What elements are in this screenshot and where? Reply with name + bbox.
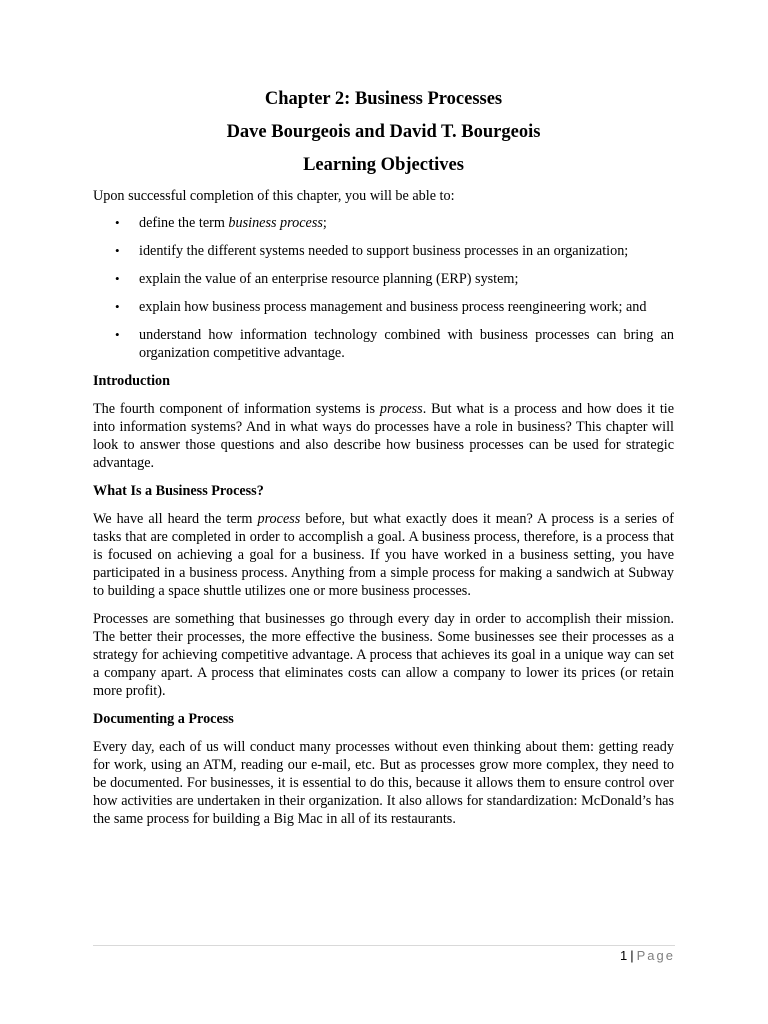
- objective-text-pre: define the term: [139, 215, 229, 231]
- objectives-intro: Upon successful completion of this chapter, you will be able to:: [93, 188, 455, 204]
- para-text-em: process: [379, 401, 423, 417]
- page-label: Page: [636, 948, 675, 963]
- bullet-icon: •: [115, 299, 120, 314]
- page-content: [93, 88, 674, 838]
- objective-text-post: ;: [322, 215, 327, 231]
- para-text-em: process: [257, 511, 301, 527]
- bullet-icon: •: [115, 215, 120, 230]
- what-is-heading: What Is a Business Process?: [93, 483, 264, 499]
- objective-text-em: business process: [228, 215, 323, 231]
- list-item: [93, 214, 674, 232]
- list-item: [93, 270, 674, 288]
- chapter-title: Chapter 2: Business Processes: [264, 89, 503, 109]
- objectives-list: [93, 214, 674, 362]
- introduction-paragraph: [93, 400, 674, 472]
- bullet-icon: •: [115, 327, 120, 342]
- page-footer: [620, 947, 675, 965]
- para-text-post: . But what is a process and how does it tie into information systems? And in what ways do processes have a role in business? This chapter will look to answer those questions and also describe how business processes can be used for strategic advantage.: [93, 401, 675, 471]
- documenting-heading: Documenting a Process: [93, 711, 234, 727]
- bullet-icon: •: [115, 243, 120, 258]
- para-text-post: before, but what exactly does it mean? A process is a series of tasks that are completed in order to accomplish a goal. A business process, therefore, is a process that is focused on achieving a goal for a business. If you have worked in a business setting, you have participated in a business process. Anything from a simple process for making a sandwich at Subway to building a space shuttle utilizes one or more business processes.: [93, 511, 674, 599]
- introduction-heading: Introduction: [93, 373, 170, 389]
- footer-divider: [93, 945, 675, 946]
- list-item: [93, 298, 674, 316]
- page-number: 1: [620, 948, 628, 963]
- footer-separator: |: [630, 948, 634, 963]
- para-text-pre: The fourth component of information systems is: [93, 401, 380, 417]
- objective-text: explain how business process management and business process reengineering work; and: [139, 299, 647, 315]
- objective-text: understand how information technology combined with business processes can bring an organization competitive advantage.: [139, 327, 674, 361]
- what-is-paragraph-2: Processes are something that businesses go through every day in order to accomplish their mission. The better their processes, the more effective the business. Some businesses see their processes as a strategy for achieving competitive advantage. A process that achieves its goal in a unique way can set a company apart. A process that eliminates costs can allow a company to lower its prices (or retain more profit).: [93, 611, 674, 699]
- what-is-paragraph-1: [93, 510, 674, 600]
- bullet-icon: •: [115, 271, 120, 286]
- learning-objectives-title: Learning Objectives: [303, 155, 464, 175]
- documenting-paragraph: Every day, each of us will conduct many processes without even thinking about them: getting ready for work, using an ATM, reading our e-mail, etc. But as processes grow more complex, they need to be documented. For businesses, it is essential to do this, because it allows them to ensure control over how activities are undertaken in their organization. It also allows for standardization: McDonald’s has the same process for building a Big Mac in all of its restaurants.: [93, 739, 674, 827]
- authors: Dave Bourgeois and David T. Bourgeois: [226, 122, 541, 142]
- list-item: [93, 326, 674, 362]
- list-item: [93, 242, 674, 260]
- para-text-pre: We have all heard the term: [93, 511, 258, 527]
- objective-text: identify the different systems needed to support business processes in an organization;: [139, 243, 629, 259]
- objective-text: explain the value of an enterprise resource planning (ERP) system;: [139, 271, 519, 287]
